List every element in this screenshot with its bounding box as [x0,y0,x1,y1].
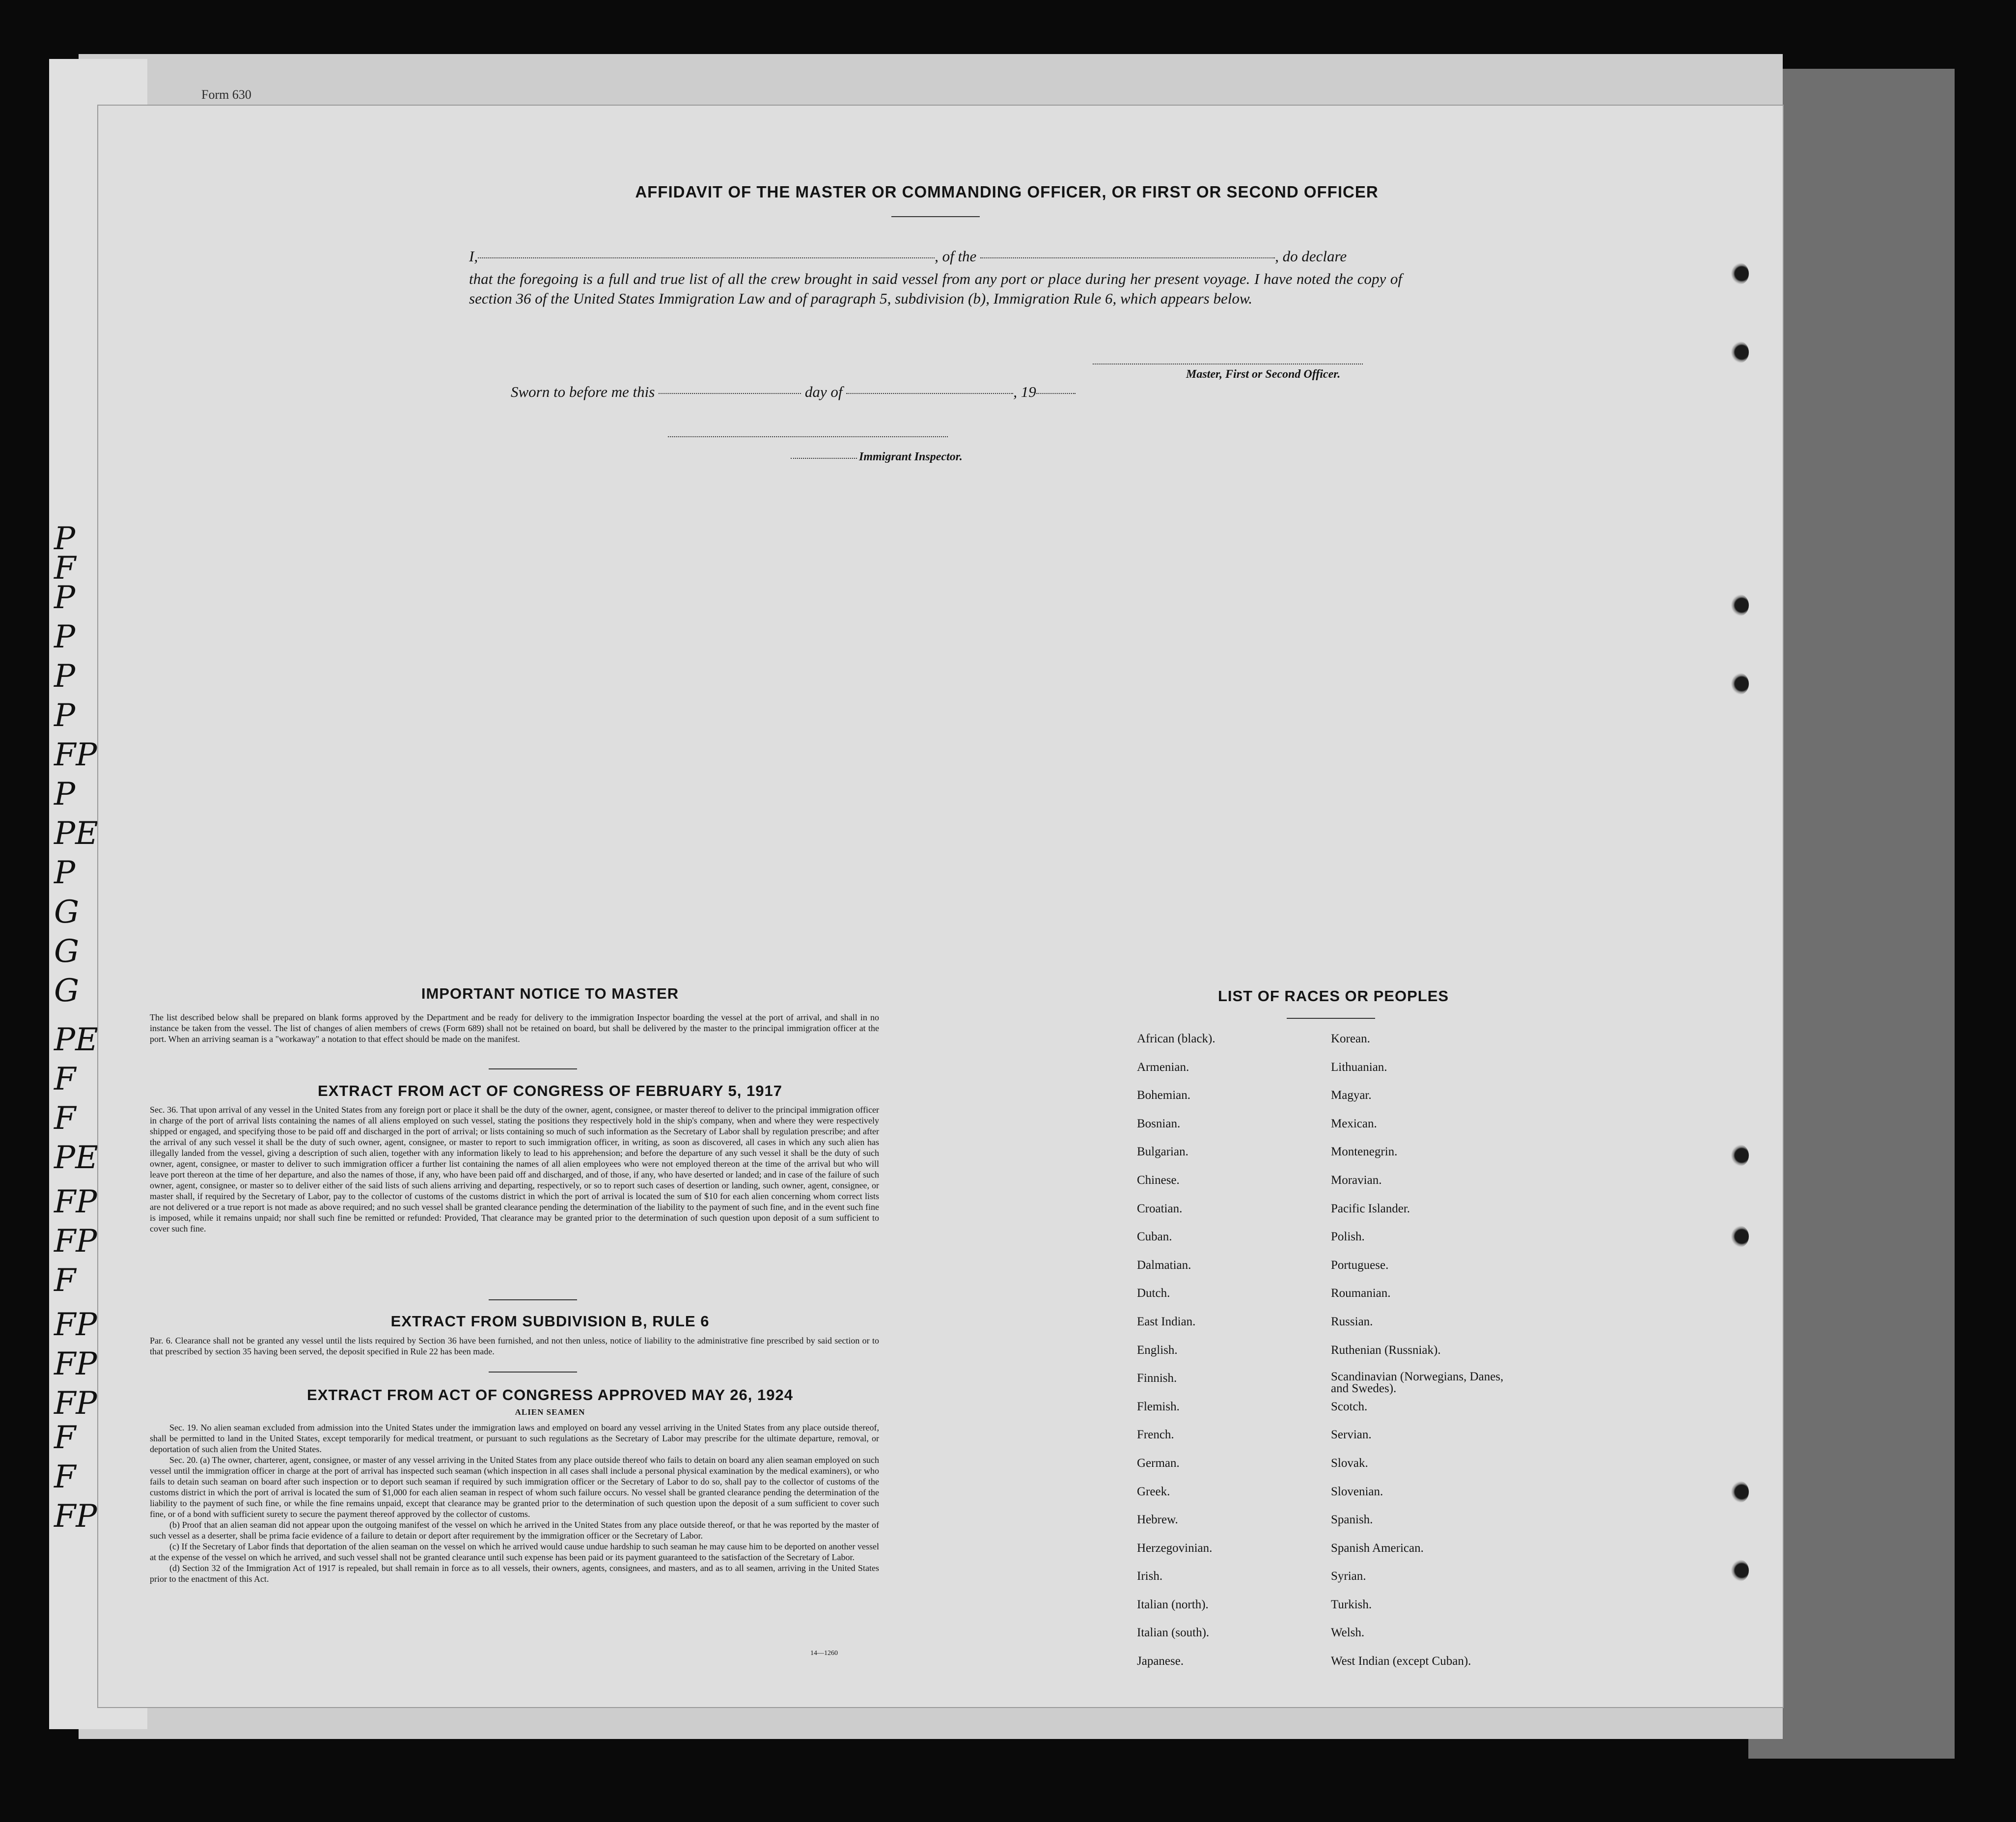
punch-hole [1731,1560,1749,1581]
race-item: Dalmatian. [1137,1258,1191,1272]
race-item: Syrian. [1331,1570,1366,1583]
year-prefix-label: , 19 [1013,383,1036,400]
margin-mark: P [54,521,76,557]
race-item: Spanish. [1331,1513,1373,1527]
margin-mark: FP [54,1307,97,1343]
notice-title: IMPORTANT NOTICE TO MASTER [421,985,679,1002]
race-item: Cuban. [1137,1230,1172,1244]
race-item: Mexican. [1331,1117,1377,1130]
margin-mark: F [54,1420,76,1456]
punch-hole [1731,1226,1749,1247]
margin-mark: P [54,658,76,695]
race-item: Russian. [1331,1315,1373,1328]
vessel-name-field[interactable] [980,257,1275,258]
margin-mark: FP [54,1223,97,1260]
race-item: Turkish. [1331,1598,1372,1611]
race-item: Japanese. [1137,1654,1184,1668]
print-code: 14—1260 [810,1650,838,1657]
margin-mark: F [54,1459,76,1495]
race-item: Chinese. [1137,1173,1180,1187]
officer-signature-label: Master, First or Second Officer. [1186,368,1341,381]
race-item: West Indian (except Cuban). [1331,1654,1471,1668]
margin-mark: P [54,776,76,813]
race-item: Bulgarian. [1137,1145,1188,1159]
margin-mark: P [54,855,76,891]
race-item: East Indian. [1137,1315,1196,1328]
race-item: Greek. [1137,1485,1170,1498]
race-item: Slovak. [1331,1456,1368,1470]
sworn-month-field[interactable] [846,393,1013,394]
race-item: Portuguese. [1331,1258,1389,1272]
race-item: Servian. [1331,1428,1372,1442]
race-item: Hebrew. [1137,1513,1178,1527]
races-title-rule [1287,1018,1375,1019]
margin-mark: F [54,1100,76,1137]
margin-mark: FP [54,1346,97,1382]
margin-mark: P [54,580,76,616]
punch-hole [1731,341,1749,363]
races-title: LIST OF RACES OR PEOPLES [1217,987,1449,1005]
extract-1924-paragraph: (c) If the Secretary of Labor finds that deportation of the alien seaman on the vessel on which he arrived would cause undue hardship to such seaman he may cause him to be deported on another vessel at the expense of the vessel on which he arrived, and such vessel shall not be granted clearance until such expense has been paid or its payment guaranteed to the satisfaction of the Secretary of Labor. [150,1542,879,1562]
punch-hole [1731,594,1749,616]
race-item: English. [1137,1343,1178,1357]
margin-mark: P [54,619,76,655]
extract-1924-body [150,1422,879,1584]
extract-1917-title: EXTRACT FROM ACT OF CONGRESS OF FEBRUARY 5, 1917 [318,1082,782,1099]
inspector-label: Immigrant Inspector. [859,450,963,463]
extract-1924-paragraph: (d) Section 32 of the Immigration Act of 1917 is repealed, but shall remain in force as to all vessels, their owners, agents, consignees, and masters, and as to all seamen, arriving in the United States prior to the enactment of this Act. [150,1563,879,1584]
notice-text: The list described below shall be prepared on blank forms approved by the Department and be ready for delivery to the immigration Inspector boarding the vessel at the port of arrival, and shall in no instance be taken from the vessel. The list of changes of alien members of crews (Form 689) shall not be retained on board, but shall be delivered by the master to the principal immigration officer at the port. When an arriving seaman is a "workaway" a notation to that effect should be made on the manifest. [150,1012,879,1044]
section-rule [489,1372,577,1373]
margin-mark: FP [54,1385,97,1422]
margin-mark: PE [54,815,98,852]
punch-hole [1731,263,1749,284]
race-item: Ruthenian (Russniak). [1331,1343,1441,1357]
race-item: Flemish. [1137,1400,1180,1413]
inspector-signature-field[interactable] [668,436,948,437]
sworn-prefix: Sworn to before me this [511,383,655,400]
punch-hole [1731,1145,1749,1166]
margin-mark: F [54,1262,76,1299]
race-item: Scandinavian (Norwegians, Danes, and Swedes). [1331,1370,1504,1396]
margin-mark: F [54,1061,76,1097]
declarant-label: I, [469,248,478,265]
inspector-line [791,447,963,467]
race-item: Pacific Islander. [1331,1202,1410,1215]
form-number: Form 630 [201,87,251,102]
race-item: French. [1137,1428,1174,1442]
margin-mark: FP [54,1498,97,1535]
race-item: Slovenian. [1331,1485,1383,1498]
race-item: Dutch. [1137,1287,1170,1300]
race-item: Croatian. [1137,1202,1183,1215]
race-item: Welsh. [1331,1626,1365,1640]
section-rule [489,1068,577,1069]
race-item: German. [1137,1456,1180,1470]
punch-hole [1731,1481,1749,1503]
races-column-1 [1137,1032,1299,1682]
races-column-2 [1331,1032,1508,1682]
race-item: Irish. [1137,1570,1163,1583]
race-item: Montenegrin. [1331,1145,1398,1159]
race-item: Armenian. [1137,1060,1189,1074]
affidavit-first-line [469,247,1402,266]
extract-1917-text: Sec. 36. That upon arrival of any vessel in the United States from any foreign port or place it shall be the duty of the owner, agent, consignee, or master thereof to deliver to the principal immigration officer in charge of the port of arrival lists containing the names of all aliens employed on such vessel, stating the positions they respectively hold in the ship's company, when and where they were respectively shipped or engaged, and specifying those to be paid off and discharged in the port of arrival; or lists containing so much of such information as the Secretary of Labor shall by regulation prescribe; and after the arrival of any such vessel it shall be the duty of such owner, agent, consignee, or master to report to such immigration officer, in writing, as soon as discovered, all cases in which any such alien has illegally landed from the vessel, giving a description of such alien, together with any information likely to lead to his apprehension; and before the departure of any such vessel it shall be the duty of such owner, agent, consignee, or master to deliver to such immigration officer a further list containing the names of all alien employees who were not employed thereon at the time of the arrival but who will leave port thereon at the time of her departure, and also the names of those, if any, who have been paid off and discharged, and of those, if any, who have deserted or landed; and in case of the failure of such owner, agent, consignee, or master so to deliver either of the said lists of such aliens arriving and departing, respectively, or so to report such cases of desertion or landing, such owner, agent, consignee, or master shall, if required by the Secretary of Labor, pay to the collector of customs of the customs district in which the port of arrival is located the sum of $10 for each alien concerning whom correct lists are not delivered or a true report is not made as above required; and no such vessel shall be granted clearance pending the determination of the liability to the payment of such fine, and in the event such fine is imposed, while it remains unpaid; nor shall such fine be remitted or refunded: Provided, That clearance may be granted prior to the determination of such question upon deposit of a sum sufficient to cover such fine. [150,1105,879,1233]
sworn-day-field[interactable] [659,393,801,394]
race-item: Italian (north). [1137,1598,1209,1611]
race-item: Moravian. [1331,1173,1382,1187]
margin-mark: G [54,973,80,1009]
race-item: Herzegovinian. [1137,1541,1213,1555]
race-item: Korean. [1331,1032,1370,1045]
race-item: Bosnian. [1137,1117,1181,1130]
sworn-line [511,382,1076,402]
race-item: Spanish American. [1331,1541,1424,1555]
race-item: Bohemian. [1137,1089,1191,1102]
race-item: Polish. [1331,1230,1365,1244]
race-item: Lithuanian. [1331,1060,1387,1074]
margin-mark: G [54,933,80,970]
declarant-name-field[interactable] [478,257,935,258]
margin-mark: G [54,894,80,930]
margin-mark: FP [54,1184,97,1220]
extract-1924-title: EXTRACT FROM ACT OF CONGRESS APPROVED MAY 26, 1924 [307,1386,793,1403]
affidavit-title: AFFIDAVIT OF THE MASTER OR COMMANDING OFFICER, OR FIRST OR SECOND OFFICER [635,183,1379,201]
margin-mark: PE [54,1022,98,1058]
day-of-label: day of [804,383,843,400]
margin-mark: FP [54,737,97,773]
inspector-signature-tail [791,458,857,459]
race-item: Scotch. [1331,1400,1368,1413]
title-rule [891,216,980,217]
extract-1924-paragraph: Sec. 19. No alien seaman excluded from admission into the United States under the immigration laws and employed on board any vessel arriving in the United States from any place outside thereof, shall be permitted to land in the United States, except temporarily for medical treatment, or pursuant to such regulations as the Secretary of Labor may prescribe for the ultimate departure, removal, or deportation of such alien from the United States. [150,1423,879,1454]
race-item: Magyar. [1331,1089,1372,1102]
sworn-year-field[interactable] [1036,393,1076,394]
margin-mark: P [54,698,76,734]
punch-hole [1731,673,1749,695]
of-the-label: , of the [935,248,977,265]
extract-rule6-text: Par. 6. Clearance shall not be granted any vessel until the lists required by Section 36 have been furnished, and not then unless, notice of liability to the administrative fine prescribed by said section or to that prescribed by section 35 having been served, the deposit specified in Rule 22 has been made. [150,1336,879,1356]
race-item: African (black). [1137,1032,1215,1045]
margin-mark: F [54,550,76,587]
race-item: Finnish. [1137,1372,1177,1385]
section-rule [489,1299,577,1300]
margin-mark: PE [54,1140,98,1176]
extract-1924-subtitle: ALIEN SEAMEN [515,1407,585,1417]
race-item: Roumanian. [1331,1287,1391,1300]
extract-1924-paragraph: Sec. 20. (a) The owner, charterer, agent, consignee, or master of any vessel arriving in the United States from any place outside thereof who fails to detain on board any alien seaman employed on such vessel until the immigration officer in charge at the port of arrival has inspected such seaman (which inspection in all cases shall include a personal physical examination by the medical examiners), or who fails to detain such seaman on board after such inspection or to deport such seaman if required by such immigration officer or the Secretary of Labor to do so, shall pay to the collector of customs of the customs district in which the port of arrival is located the sum of $1,000 for each alien seaman in respect of whom such failure occurs. No vessel shall be granted clearance pending the determination of the liability to the payment of such fine, or while the fine remains unpaid, except that clearance may be granted prior to the determination of such question upon the deposit of a sum sufficient to cover such fine, or of a bond with sufficient surety to secure the payment thereof approved by the collector of customs. [150,1455,879,1519]
affidavit-paragraph: that the foregoing is a full and true list of all the crew brought in said vessel from any port or place during her present voyage. I have noted the copy of section 36 of the United States Immigration Law and of paragraph 5, subdivision (b), Immigration Rule 6, which appears below. [469,270,1402,307]
extract-rule6-title: EXTRACT FROM SUBDIVISION B, RULE 6 [390,1313,710,1330]
do-declare-label: , do declare [1275,248,1347,265]
race-item: Italian (south). [1137,1626,1210,1640]
extract-1924-paragraph: (b) Proof that an alien seaman did not appear upon the outgoing manifest of the vessel on which he arrived in the United States from any place outside thereof, or that he was reported by the master of such vessel as a deserter, shall be prima facie evidence of a failure to detain or deport after requirement by the immigration officer or the Secretary of Labor. [150,1520,879,1541]
